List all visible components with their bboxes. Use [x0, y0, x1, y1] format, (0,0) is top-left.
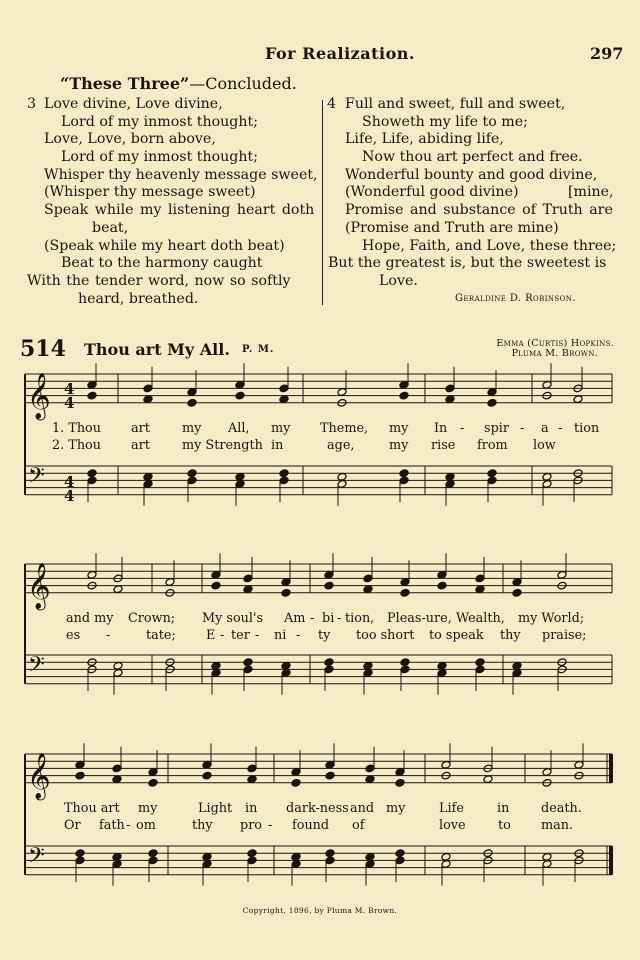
lyric-syllable: man.: [541, 818, 574, 833]
quarter-note: [211, 661, 221, 670]
lyric-syllable: pro: [240, 818, 263, 833]
lyric-syllable: my: [389, 421, 409, 436]
lyric-syllable: ty: [318, 628, 331, 643]
quarter-note: [75, 771, 85, 780]
quarter-note: [281, 661, 291, 670]
verse-line: Hope, Faith, and Love, these three;: [362, 237, 617, 254]
quarter-note: [395, 778, 405, 787]
lyric-syllable: found: [292, 818, 330, 833]
quarter-note: [437, 661, 447, 670]
verse-line: Lord of my inmost thought;: [61, 149, 258, 166]
lyric-syllable: art: [131, 421, 150, 436]
quarter-note: [445, 472, 455, 481]
lyric-syllable: a: [541, 421, 549, 436]
verse-line: Wonderful bounty and good divine,: [345, 166, 598, 183]
verse-line: Love divine, Love divine,: [44, 96, 223, 112]
verse-line-text: (Wonderful good divine): [345, 184, 519, 201]
concluded-hymn-name: “These Three”: [60, 74, 190, 93]
quarter-note: [75, 849, 85, 858]
quarter-note: [399, 391, 409, 400]
quarter-note: [400, 658, 410, 667]
hymn-number: 514: [20, 336, 66, 362]
quarter-note: [87, 469, 97, 478]
lyric-syllable: Thou art: [64, 801, 120, 816]
quarter-note: [87, 391, 97, 400]
lyric-syllable: Wealth,: [456, 611, 505, 626]
lyric-syllable: my: [271, 421, 291, 436]
quarter-note: [487, 398, 497, 407]
lyric-syllable: spir: [484, 421, 509, 436]
lyric-syllable: from: [477, 438, 508, 453]
verse-line: Lord of my inmost thought;: [61, 113, 258, 130]
music-credit: Pluma M. Brown.: [511, 348, 598, 359]
verse-line: Love.: [379, 272, 418, 289]
quarter-note: [243, 658, 253, 667]
lyric-syllable: ni: [274, 628, 287, 643]
lyric-syllable: and: [350, 801, 375, 816]
lyric-syllable: fath: [99, 818, 125, 833]
verse-line: (Whisper thy message sweet): [44, 184, 256, 201]
quarter-note: [399, 469, 409, 478]
lyric-syllable: Pleas-ure,: [387, 611, 452, 626]
running-header: For Realization.: [265, 44, 415, 63]
lyric-line: [64, 818, 574, 833]
verse-number: 4: [327, 96, 337, 112]
quarter-note: [475, 658, 485, 667]
quarter-note: [279, 469, 289, 478]
lyric-line: [66, 628, 587, 643]
lyric-syllable: in: [497, 801, 510, 816]
lyric-syllable: to: [498, 818, 511, 833]
lyric-syllable: dark-ness: [286, 801, 349, 816]
half-note: [441, 852, 451, 861]
lyric-hyphen: -: [255, 628, 260, 643]
quarter-note: [475, 585, 485, 594]
lyric-syllable: art: [131, 438, 150, 453]
verse-line: Full and sweet, full and sweet,: [345, 96, 566, 112]
quarter-note: [112, 852, 122, 861]
quarter-note: [112, 775, 122, 784]
lyric-hyphen: -: [310, 611, 315, 626]
lyric-syllable: Light: [198, 801, 233, 816]
quarter-note: [211, 581, 221, 590]
quarter-note: [512, 588, 522, 597]
lyric-hyphen: -: [558, 421, 563, 436]
clef: 𝄞: [27, 562, 51, 609]
quarter-note: [291, 852, 301, 861]
quarter-note: [187, 398, 197, 407]
lyric-syllable: love: [439, 818, 466, 833]
lyric-syllable: E: [206, 628, 216, 643]
lyric-line: [52, 421, 600, 436]
quarter-note: [187, 469, 197, 478]
half-note: [113, 585, 123, 594]
lyric-syllable: thy: [500, 628, 521, 643]
lyric-syllable: of: [352, 818, 365, 833]
verse-line: Showeth my life to me;: [362, 113, 528, 130]
quarter-note: [202, 771, 212, 780]
quarter-note: [325, 849, 335, 858]
hymn-meter: P. M.: [242, 344, 275, 355]
lyric-hyphen: -: [337, 611, 342, 626]
lyric-syllable: my: [182, 421, 202, 436]
clef: 𝄞: [27, 752, 51, 799]
quarter-note: [243, 585, 253, 594]
lyric-syllable: Am: [284, 611, 306, 626]
half-note: [573, 395, 583, 404]
lyric-syllable: Or: [64, 818, 81, 833]
lyric-syllable: ter: [231, 628, 250, 643]
time-signature: 4: [64, 380, 75, 398]
lyric-syllable: My soul's: [202, 611, 264, 626]
lyric-hyphen: -: [268, 818, 273, 833]
verse-line: But the greatest is, but the sweetest is: [328, 255, 607, 272]
verse-line: beat,: [92, 219, 129, 236]
lyric-syllable: tion,: [345, 611, 375, 626]
quarter-note: [247, 849, 257, 858]
lyric-syllable: Life: [439, 801, 464, 816]
lyric-syllable: and my: [66, 611, 114, 626]
quarter-note: [247, 775, 257, 784]
quarter-note: [202, 852, 212, 861]
verse-line: Promise and substance of Truth are: [345, 202, 613, 219]
clef: 𝄞: [27, 372, 51, 419]
quarter-note: [365, 852, 375, 861]
lyric-syllable: praise;: [542, 628, 587, 643]
quarter-note: [235, 391, 245, 400]
verse-line: Now thou art perfect and free.: [362, 149, 583, 166]
verse-line: heard, breathed.: [78, 290, 199, 307]
verse-number: 3: [27, 96, 37, 112]
verse-line-overflow: [mine,: [568, 184, 614, 201]
concluded-label: —Concluded.: [189, 74, 297, 93]
quarter-note: [395, 849, 405, 858]
half-note: [483, 775, 493, 784]
quarter-note: [148, 849, 158, 858]
verse-line: Speak while my listening heart doth: [44, 202, 315, 219]
verse-line: Whisper thy heavenly message sweet,: [44, 166, 318, 183]
words-credit: Emma (Curtis) Hopkins.: [496, 338, 614, 349]
lyric-syllable: my: [389, 438, 409, 453]
half-note: [337, 472, 347, 481]
lyric-syllable: rise: [431, 438, 456, 453]
verse-line: (Promise and Truth are mine): [345, 219, 559, 236]
lyric-syllable: my: [138, 801, 158, 816]
lyric-syllable: my Strength: [182, 438, 263, 453]
quarter-note: [324, 658, 334, 667]
lyric-syllable: low: [533, 438, 556, 453]
lyric-syllable: 2. Thou: [52, 438, 102, 453]
quarter-note: [363, 585, 373, 594]
quarter-note: [143, 395, 153, 404]
lyric-syllable: thy: [192, 818, 213, 833]
quarter-note: [365, 775, 375, 784]
lyric-syllable: my: [386, 801, 406, 816]
lyric-hyphen: -: [126, 818, 131, 833]
quarter-note: [363, 661, 373, 670]
quarter-note: [487, 469, 497, 478]
lyric-line: [66, 611, 585, 626]
page-number: 297: [590, 44, 624, 63]
lyric-syllable: In: [434, 421, 448, 436]
lyric-syllable: to speak: [429, 628, 484, 643]
verse-line: With the tender word, now so softly: [27, 272, 291, 289]
lyric-syllable: es: [66, 628, 81, 643]
quarter-note: [143, 472, 153, 481]
quarter-note: [445, 395, 455, 404]
clef: 𝄢: [28, 652, 45, 683]
quarter-note: [400, 588, 410, 597]
clef: 𝄢: [28, 843, 45, 874]
quarter-note: [291, 778, 301, 787]
half-note: [113, 661, 123, 670]
lyric-syllable: Crown;: [128, 611, 176, 626]
verse-author: Geraldine D. Robinson.: [455, 293, 576, 304]
lyric-hyphen: -: [460, 421, 465, 436]
time-signature: 4: [64, 394, 75, 412]
lyric-syllable: in: [271, 438, 284, 453]
lyric-hyphen: -: [220, 628, 225, 643]
verse-line: Life, Life, abiding life,: [345, 131, 504, 148]
quarter-note: [235, 472, 245, 481]
half-note: [542, 852, 552, 861]
quarter-note: [148, 778, 158, 787]
quarter-note: [512, 661, 522, 670]
lyric-hyphen: -: [106, 628, 111, 643]
quarter-note: [325, 771, 335, 780]
clef: 𝄢: [28, 463, 45, 494]
lyric-syllable: death.: [541, 801, 582, 816]
verse-line: Love, Love, born above,: [44, 131, 216, 148]
lyric-syllable: Theme,: [320, 421, 369, 436]
lyric-syllable: All,: [228, 421, 250, 436]
quarter-note: [279, 395, 289, 404]
quarter-note: [437, 581, 447, 590]
verse-line: Beat to the harmony caught: [61, 255, 263, 272]
verse-line: (Speak while my heart doth beat): [44, 237, 285, 254]
lyric-syllable: too short: [356, 628, 415, 643]
time-signature: 4: [64, 473, 75, 491]
half-note: [542, 472, 552, 481]
lyric-syllable: tion: [574, 421, 600, 436]
quarter-note: [281, 588, 291, 597]
lyric-line: [52, 438, 556, 453]
lyric-hyphen: -: [520, 421, 525, 436]
lyric-syllable: tate;: [146, 628, 176, 643]
lyric-syllable: 1. Thou: [52, 421, 102, 436]
lyric-syllable: in: [245, 801, 258, 816]
lyric-hyphen: -: [296, 628, 301, 643]
lyric-syllable: om: [136, 818, 156, 833]
time-signature: 4: [64, 487, 75, 505]
lyric-syllable: my World;: [518, 611, 585, 626]
lyric-syllable: age,: [327, 438, 355, 453]
quarter-note: [324, 581, 334, 590]
lyric-syllable: bi: [322, 611, 335, 626]
lyric-line: [64, 801, 582, 816]
copyright-notice: Copyright, 1896, by Pluma M. Brown.: [242, 906, 398, 915]
hymn-title: Thou art My All.: [84, 340, 230, 359]
